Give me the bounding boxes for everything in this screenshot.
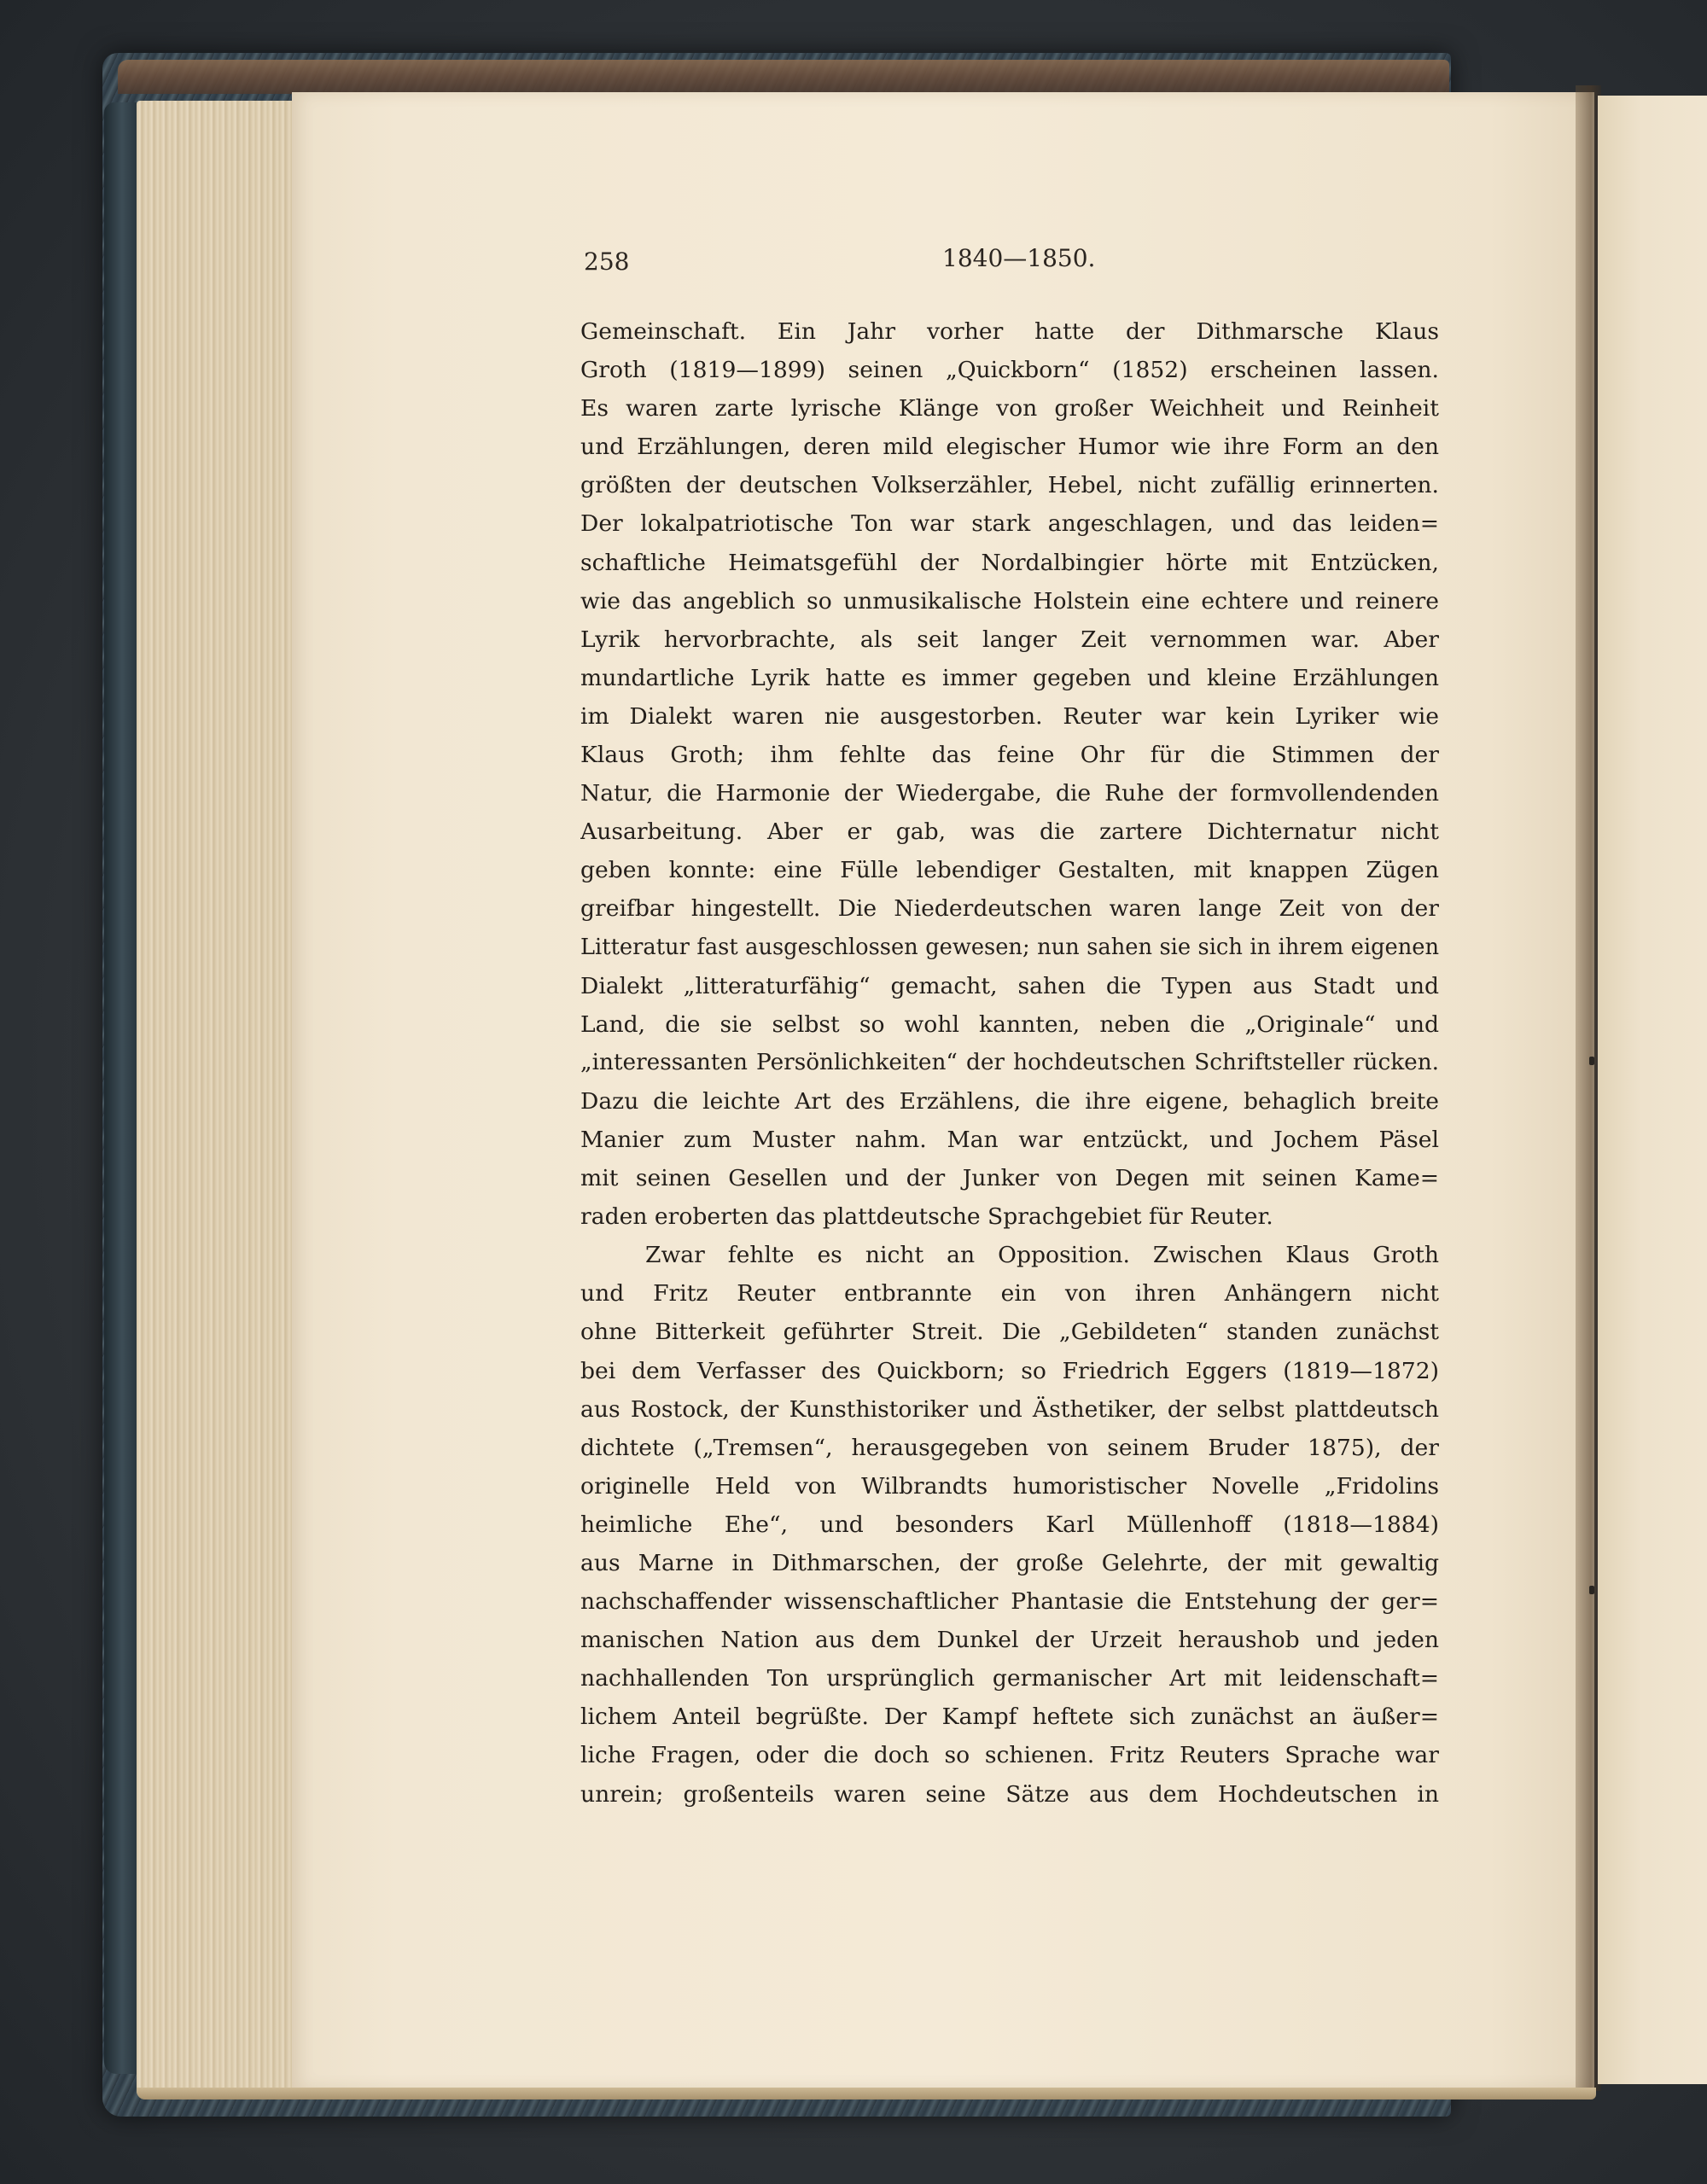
text-line: ohne Bitterkeit geführter Streit. Die „Gebildeten“ standen zunächst bbox=[580, 1319, 1439, 1346]
book-spine bbox=[104, 102, 140, 2074]
page-stack-edges bbox=[137, 101, 307, 2098]
text-line: im Dialekt waren nie ausgestorben. Reuter war kein Lyriker wie bbox=[580, 702, 1439, 730]
text-line: und Fritz Reuter entbrannte ein von ihren Anhängern nicht bbox=[580, 1280, 1439, 1307]
text-line: größten der deutschen Volkserzähler, Hebel, nicht zufällig erinnerten. bbox=[580, 472, 1439, 499]
margin-mark bbox=[1589, 1057, 1594, 1065]
text-line: raden eroberten das plattdeutsche Sprachgebiet für Reuter. bbox=[580, 1203, 1273, 1231]
text-line: dichtete („Tremsen“, herausgegeben von seinem Bruder 1875), der bbox=[580, 1434, 1439, 1461]
body-text bbox=[580, 312, 1439, 1814]
text-line: Lyrik hervorbrachte, als seit langer Zeit vernommen war. Aber bbox=[580, 626, 1439, 653]
text-line: unrein; großenteils waren seine Sätze aus dem Hochdeutschen in bbox=[580, 1780, 1439, 1808]
text-line: Litteratur fast ausgeschlossen gewesen; nun sahen sie sich in ihrem eigenen bbox=[580, 934, 1439, 960]
text-line: Ausarbeitung. Aber er gab, was die zartere Dichternatur nicht bbox=[580, 818, 1439, 846]
text-line: „interessanten Persönlichkeiten“ der hochdeutschen Schriftsteller rücken. bbox=[580, 1049, 1439, 1075]
text-line: Klaus Groth; ihm fehlte das feine Ohr für die Stimmen der bbox=[580, 742, 1439, 769]
text-line: Natur, die Harmonie der Wiedergabe, die Ruhe der formvollendenden bbox=[580, 780, 1439, 807]
text-line: aus Marne in Dithmarschen, der große Gelehrte, der mit gewaltig bbox=[580, 1550, 1439, 1576]
text-line: Dialekt „litteraturfähig“ gemacht, sahen die Typen aus Stadt und bbox=[580, 972, 1439, 999]
text-line: originelle Held von Wilbrandts humoristischer Novelle „Fridolins bbox=[580, 1472, 1439, 1500]
text-line: wie das angeblich so unmusikalische Holstein eine echtere und reinere bbox=[580, 587, 1439, 614]
text-line: geben konnte: eine Fülle lebendiger Gestalten, mit knappen Zügen bbox=[580, 857, 1439, 884]
facing-page-edge bbox=[1598, 96, 1707, 2084]
text-line: manischen Nation aus dem Dunkel der Urzeit heraushob und jeden bbox=[580, 1627, 1439, 1654]
text-line: greifbar hingestellt. Die Niederdeutschen waren lange Zeit von der bbox=[580, 895, 1439, 923]
text-line: liche Fragen, oder die doch so schienen. Fritz Reuters Sprache war bbox=[580, 1742, 1439, 1769]
text-line: mundartliche Lyrik hatte es immer gegeben und kleine Erzählungen bbox=[580, 664, 1439, 691]
text-line: Zwar fehlte es nicht an Opposition. Zwischen Klaus Groth bbox=[645, 1242, 1439, 1269]
margin-mark bbox=[1589, 1586, 1594, 1594]
text-line: Land, die sie selbst so wohl kannten, neben die „Originale“ und bbox=[580, 1010, 1439, 1038]
text-line: schaftliche Heimatsgefühl der Nordalbingier hörte mit Entzücken, bbox=[580, 549, 1439, 576]
page-bottom-edge bbox=[137, 2088, 1596, 2100]
text-line: lichem Anteil begrüßte. Der Kampf heftete sich zunächst an äußer= bbox=[580, 1704, 1439, 1731]
page-number: 258 bbox=[584, 248, 630, 276]
cover-top-edge bbox=[118, 60, 1449, 94]
running-head: 1840—1850. bbox=[942, 244, 1096, 272]
text-line: Der lokalpatriotische Ton war stark angeschlagen, und das leiden= bbox=[580, 510, 1439, 538]
text-line: bei dem Verfasser des Quickborn; so Friedrich Eggers (1819—1872) bbox=[580, 1357, 1439, 1384]
text-line: Gemeinschaft. Ein Jahr vorher hatte der Dithmarsche Klaus bbox=[580, 318, 1439, 345]
text-line: nachhallenden Ton ursprünglich germanischer Art mit leidenschaft= bbox=[580, 1665, 1439, 1692]
text-line: aus Rostock, der Kunsthistoriker und Ästhetiker, der selbst plattdeutsch bbox=[580, 1395, 1439, 1423]
text-line: nachschaffender wissenschaftlicher Phantasie die Entstehung der ger= bbox=[580, 1588, 1439, 1616]
text-line: und Erzählungen, deren mild elegischer Humor wie ihre Form an den bbox=[580, 434, 1439, 461]
page-header bbox=[584, 244, 1439, 287]
text-line: Es waren zarte lyrische Klänge von großer Weichheit und Reinheit bbox=[580, 395, 1439, 422]
text-line: mit seinen Gesellen und der Junker von Degen mit seinen Kame= bbox=[580, 1165, 1439, 1192]
text-line: Manier zum Muster nahm. Man war entzückt, und Jochem Päsel bbox=[580, 1126, 1439, 1153]
text-line: Dazu die leichte Art des Erzählens, die ihre eigene, behaglich breite bbox=[580, 1087, 1439, 1115]
text-line: Groth (1819—1899) seinen „Quickborn“ (1852) erscheinen lassen. bbox=[580, 357, 1439, 384]
text-line: heimliche Ehe“, und besonders Karl Müllenhoff (1818—1884) bbox=[580, 1511, 1439, 1538]
